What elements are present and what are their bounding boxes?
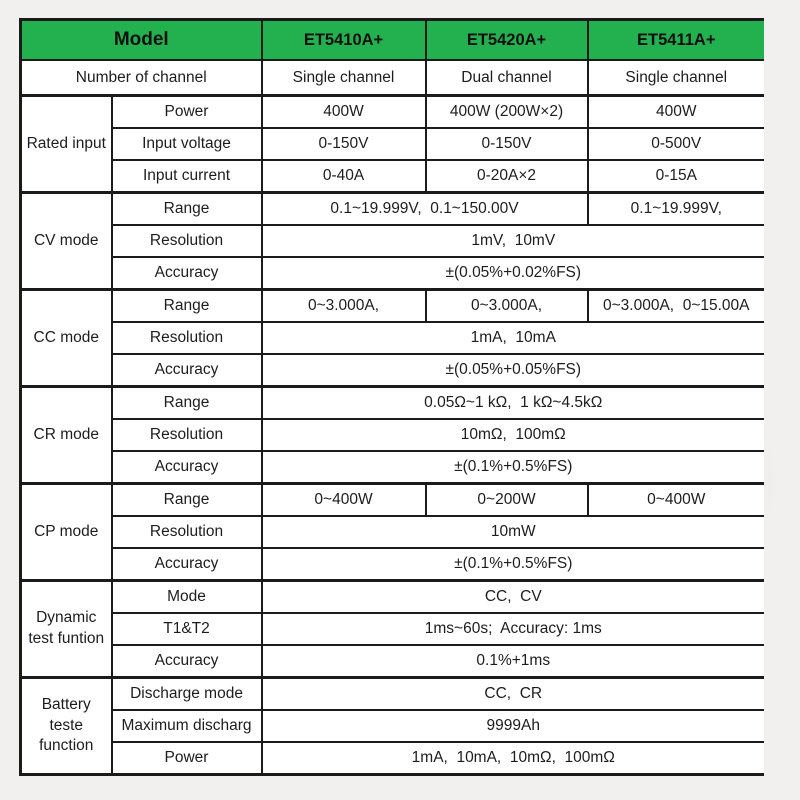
param-label: Discharge mode	[112, 678, 262, 711]
spec-value-cell: 0~400W	[262, 484, 426, 517]
spec-value-cell: 0~400W	[588, 484, 764, 517]
param-label: Range	[112, 290, 262, 323]
param-label: Accuracy	[112, 548, 262, 581]
spec-value-cell: 0.05Ω~1 kΩ, 1 kΩ~4.5kΩ	[262, 387, 764, 420]
table-row	[21, 645, 765, 678]
model-name-cell: ET5410A+	[262, 20, 426, 61]
category-cell: CR mode	[21, 387, 112, 484]
param-label: Input voltage	[112, 128, 262, 160]
table-row	[21, 451, 765, 484]
model-header-cell: Model	[21, 20, 262, 61]
channel-value-cell: Dual channel	[426, 60, 588, 96]
spec-value-cell: 0-20A×2	[426, 160, 588, 193]
spec-value-cell: 1ms~60s; Accuracy: 1ms	[262, 613, 764, 645]
spec-value-cell: 400W (200W×2)	[426, 96, 588, 129]
spec-value-cell: 400W	[262, 96, 426, 129]
channel-row-label: Number of channel	[21, 60, 262, 96]
param-label: Power	[112, 96, 262, 129]
spec-value-cell: 10mW	[262, 516, 764, 548]
spec-value-cell: 1mV, 10mV	[262, 225, 764, 257]
spec-value-cell: CC, CV	[262, 581, 764, 614]
param-label: Accuracy	[112, 257, 262, 290]
table-row	[21, 354, 765, 387]
channel-value-cell: Single channel	[588, 60, 764, 96]
table-row	[21, 257, 765, 290]
param-label: Power	[112, 742, 262, 775]
model-name-cell: ET5411A+	[588, 20, 764, 61]
spec-value-cell: 1mA, 10mA, 10mΩ, 100mΩ	[262, 742, 764, 775]
table-row	[21, 128, 765, 160]
spec-value-cell: 10mΩ, 100mΩ	[262, 419, 764, 451]
table-row	[21, 160, 765, 193]
spec-value-cell: ±(0.05%+0.05%FS)	[262, 354, 764, 387]
spec-value-cell: 0~3.000A,	[426, 290, 588, 323]
spec-value-cell: 0-150V	[262, 128, 426, 160]
channel-value-cell: Single channel	[262, 60, 426, 96]
spec-value-cell: 1mA, 10mA	[262, 322, 764, 354]
table-row	[21, 322, 765, 354]
param-label: Resolution	[112, 516, 262, 548]
param-label: Maximum discharg	[112, 710, 262, 742]
table-row	[21, 419, 765, 451]
category-cell: Rated input	[21, 96, 112, 193]
param-label: Resolution	[112, 225, 262, 257]
spec-value-cell: ±(0.1%+0.5%FS)	[262, 548, 764, 581]
spec-value-cell: 400W	[588, 96, 764, 129]
spec-value-cell: 0~200W	[426, 484, 588, 517]
category-cell: CV mode	[21, 193, 112, 290]
param-label: T1&T2	[112, 613, 262, 645]
table-row	[21, 290, 765, 323]
spec-value-cell: 0-15A	[588, 160, 764, 193]
category-cell: CP mode	[21, 484, 112, 581]
param-label: Resolution	[112, 322, 262, 354]
param-label: Accuracy	[112, 451, 262, 484]
spec-value-cell: 0.1~19.999V,	[588, 193, 764, 226]
table-row	[21, 484, 765, 517]
table-row	[21, 613, 765, 645]
table-row	[21, 96, 765, 129]
param-label: Resolution	[112, 419, 262, 451]
table-row	[21, 742, 765, 775]
spec-table	[19, 18, 764, 776]
param-label: Accuracy	[112, 354, 262, 387]
table-row	[21, 710, 765, 742]
spec-value-cell: 0-40A	[262, 160, 426, 193]
table-row	[21, 225, 765, 257]
channel-row	[21, 60, 765, 96]
param-label: Accuracy	[112, 645, 262, 678]
spec-value-cell: 0-500V	[588, 128, 764, 160]
spec-value-cell: ±(0.05%+0.02%FS)	[262, 257, 764, 290]
category-cell: CC mode	[21, 290, 112, 387]
table-row	[21, 193, 765, 226]
spec-value-cell: 0.1~19.999V, 0.1~150.00V	[262, 193, 588, 226]
param-label: Range	[112, 484, 262, 517]
category-cell: Dynamic test funtion	[21, 581, 112, 678]
table-row	[21, 581, 765, 614]
param-label: Input current	[112, 160, 262, 193]
spec-value-cell: 0~3.000A,	[262, 290, 426, 323]
param-label: Range	[112, 193, 262, 226]
param-label: Range	[112, 387, 262, 420]
table-row	[21, 516, 765, 548]
category-cell: Battery teste function	[21, 678, 112, 775]
table-row	[21, 548, 765, 581]
spec-value-cell: CC, CR	[262, 678, 764, 711]
table-row	[21, 678, 765, 711]
spec-value-cell: 0~3.000A, 0~15.00A	[588, 290, 764, 323]
table-header-row	[21, 20, 765, 61]
spec-value-cell: ±(0.1%+0.5%FS)	[262, 451, 764, 484]
spec-value-cell: 0-150V	[426, 128, 588, 160]
spec-value-cell: 0.1%+1ms	[262, 645, 764, 678]
spec-table-container	[19, 18, 764, 800]
table-row	[21, 387, 765, 420]
param-label: Mode	[112, 581, 262, 614]
model-name-cell: ET5420A+	[426, 20, 588, 61]
spec-value-cell: 9999Ah	[262, 710, 764, 742]
